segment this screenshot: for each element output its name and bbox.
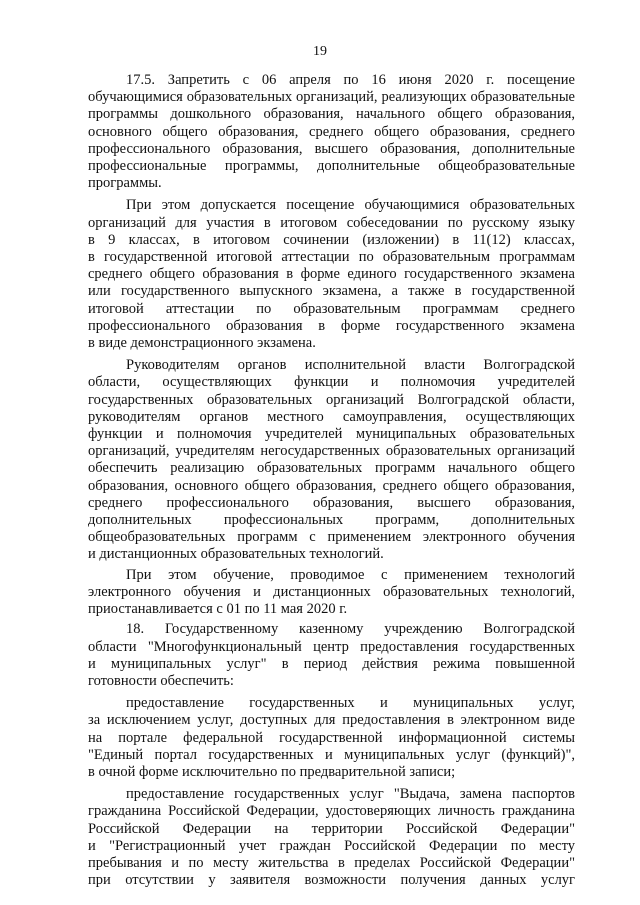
text-line: Руководителям органов исполнительной власти Волгоградской [126, 357, 575, 374]
text-line: программы дошкольного образования, начального общего образования, [88, 106, 575, 123]
text-line: дополнительных профессиональных программ, дополнительных [88, 512, 575, 529]
text-line: приостанавливается с 01 по 11 мая 2020 г. [88, 601, 348, 618]
text-line: в государственной итоговой аттестации по образовательным программам [88, 249, 575, 266]
text-line: обучающимися образовательных организаций, реализующих образовательные [88, 89, 575, 106]
text-line: предоставление государственных и муниципальных услуг, [126, 695, 575, 712]
text-line: в очной форме исключительно по предварительной записи; [88, 763, 456, 780]
text-line: в 9 классах, в итоговом сочинении (изложении) в 11(12) классах, [88, 231, 575, 248]
text-line: среднего профессионального образования, высшего образования, [88, 494, 575, 511]
text-line: организаций для участия в итоговом собеседовании по русскому языку [88, 214, 575, 231]
document-body [88, 72, 575, 889]
text-line: организаций, учредителям негосударственных образовательных организаций [88, 443, 575, 460]
text-line: образования, основного общего образования, среднего общего образования, [88, 477, 575, 494]
text-line: области "Многофункциональный центр предоставления государственных [88, 638, 575, 655]
text-line: руководителям органов местного самоуправления, осуществляющих [88, 408, 575, 425]
text-line: функции и полномочия учредителей муниципальных образовательных [88, 426, 575, 443]
text-line: области, осуществляющих функции и полномочия учредителей [88, 374, 575, 391]
text-line: готовности обеспечить: [88, 672, 234, 689]
paragraph-services-appointment [88, 695, 575, 781]
text-line: среднего общего образования в форме единого государственного экзамена [88, 266, 575, 283]
text-line: при отсутствии у заявителя возможности получения данных услуг [88, 872, 575, 889]
text-line: предоставление государственных услуг "Выдача, замена паспортов [126, 786, 575, 803]
text-line: "Единый портал государственных и муниципальных услуг (функций)", [88, 746, 575, 763]
text-line: на портале федеральной государственной информационной системы [88, 729, 575, 746]
text-line: за исключением услуг, доступных для предоставления в электронном виде [88, 712, 575, 729]
text-line: общеобразовательных программ с применением электронного обучения [88, 529, 575, 546]
text-line: гражданина Российской Федерации, удостоверяющих личность гражданина [88, 803, 575, 820]
text-line: При этом допускается посещение обучающимися образовательных [126, 197, 575, 214]
text-line: в виде демонстрационного экзамена. [88, 335, 316, 352]
text-line: профессионального образования в форме государственного экзамена [88, 317, 575, 334]
text-line: пребывания и по месту жительства в пределах Российской Федерации" [88, 854, 575, 871]
text-line: Российской Федерации на территории Российской Федерации" [88, 820, 575, 837]
text-line: основного общего образования, среднего общего образования, среднего [88, 123, 575, 140]
paragraph-distance-learning [88, 357, 575, 563]
text-line: При этом обучение, проводимое с применением технологий [126, 566, 575, 583]
text-line: электронного обучения и дистанционных образовательных технологий, [88, 583, 575, 600]
text-line: обеспечить реализацию образовательных программ начального общего [88, 460, 575, 477]
text-line: профессионального образования, высшего образования, дополнительные [88, 140, 575, 157]
paragraph-exam-exception [88, 197, 575, 352]
paragraph-17-5 [88, 72, 575, 192]
paragraph-18 [88, 621, 575, 690]
text-line: 17.5. Запретить с 06 апреля по 16 июня 2020 г. посещение [126, 72, 575, 88]
text-line: или государственного выпускного экзамена, а также в государственной [88, 283, 575, 300]
text-line: итоговой аттестации по образовательным программам среднего [88, 300, 575, 317]
paragraph-passport-services [88, 786, 575, 889]
text-line: и дистанционных образовательных технологий. [88, 546, 384, 563]
text-line: государственных образовательных организаций Волгоградской области, [88, 391, 575, 408]
text-line: и "Регистрационный учет граждан Российской Федерации по месту [88, 837, 575, 854]
text-line: профессиональные программы, дополнительные общеобразовательные [88, 158, 575, 175]
paragraph-suspension [88, 567, 575, 619]
text-line: 18. Государственному казенному учреждению Волгоградской [126, 621, 575, 638]
page-number: 19 [313, 44, 327, 59]
text-line: и муниципальных услуг" в период действия режима повышенной [88, 655, 575, 672]
text-line: программы. [88, 175, 162, 192]
